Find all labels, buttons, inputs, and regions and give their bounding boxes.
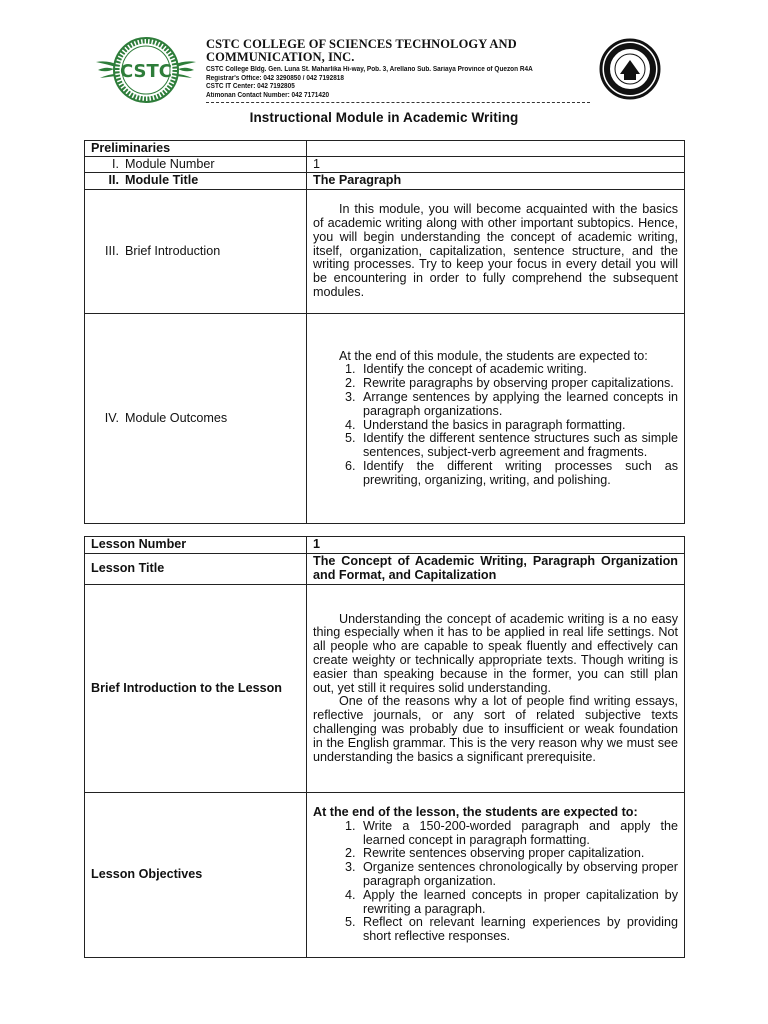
lesson-table bbox=[84, 536, 685, 958]
atimonan-contact: Atimonan Contact Number: 042 7171420 bbox=[206, 91, 330, 99]
numeral-iv: IV. bbox=[104, 410, 119, 425]
college-name-line1: CSTC COLLEGE OF SCIENCES TECHNOLOGY AND bbox=[206, 37, 517, 51]
module-title-value: The Paragraph bbox=[307, 173, 685, 190]
list-item: 5. Identify the different sentence structures such as simple sentences, subject-verb agreement and fragments. bbox=[359, 432, 678, 460]
lesson-number-label: Lesson Number bbox=[85, 537, 307, 554]
objectives-list bbox=[359, 820, 678, 944]
lesson-number-value: 1 bbox=[307, 537, 685, 554]
list-item: 5. Reflect on relevant learning experiences by providing short reflective responses. bbox=[359, 916, 678, 944]
header-divider bbox=[206, 102, 590, 103]
lesson-objectives-row bbox=[85, 793, 685, 958]
lesson-intro-row bbox=[85, 585, 685, 793]
list-item: 4. Apply the learned concepts in proper capitalization by rewriting a paragraph. bbox=[359, 889, 678, 917]
numeral-i: I. bbox=[112, 156, 119, 171]
module-number-row bbox=[85, 157, 685, 173]
outcomes-intro: At the end of this module, the students are expected to: bbox=[339, 348, 648, 363]
list-item: 2. Rewrite sentences observing proper capitalization. bbox=[359, 847, 678, 861]
module-title-label: Module Title bbox=[125, 173, 199, 188]
list-item: 1. Write a 150-200-worded paragraph and apply the learned concept in paragraph formatting. bbox=[359, 820, 678, 848]
module-number-value: 1 bbox=[307, 157, 685, 173]
logo-text: CSTC bbox=[120, 61, 172, 82]
module-table bbox=[84, 140, 685, 524]
lesson-intro-label: Brief Introduction to the Lesson bbox=[85, 585, 307, 793]
list-item: 4. Understand the basics in paragraph formatting. bbox=[359, 419, 678, 433]
brief-introduction-row bbox=[85, 190, 685, 314]
brief-introduction-label: Brief Introduction bbox=[125, 243, 221, 258]
college-address: CSTC College Bldg. Gen. Luna St. Maharlika Hi-way, Pob. 3, Arellano Sub. Sariaya Province of Quezon R4A bbox=[206, 66, 533, 73]
registrar-contact: Registrar's Office: 042 3290850 / 042 7192818 bbox=[206, 74, 344, 82]
list-item: 6. Identify the different writing processes such as prewriting, organizing, writing, and polishing. bbox=[359, 460, 678, 488]
lesson-title-value: The Concept of Academic Writing, Paragraph Organization and Format, and Capitalization bbox=[307, 554, 685, 585]
module-title-row bbox=[85, 173, 685, 190]
lesson-title-label: Lesson Title bbox=[85, 554, 307, 585]
module-number-label: Module Number bbox=[125, 156, 215, 171]
brief-introduction-text: In this module, you will become acquainted with the basics of academic writing along with other important subtopics. Hence, you will begin understanding the concept of academic writing, itself, organization, capitalization, sentence structure, and the writing processes. Try to keep your focus in every detail you will be encountering in order to fully comprehend the subsequent modules. bbox=[313, 202, 678, 299]
list-item: 3. Organize sentences chronologically by observing proper paragraph organization. bbox=[359, 861, 678, 889]
numeral-ii: II. bbox=[108, 173, 119, 188]
lesson-intro-paragraph-1: Understanding the concept of academic writing is a no easy thing especially when it has to be applied in real life settings. Not all people who are capable to speak fluently and effectively can create weighty or technically appropriate texts. Though writing is easier than speaking because in the former, you can still plan out, yet still it requires solid understanding. bbox=[313, 611, 678, 695]
document-title: Instructional Module in Academic Writing bbox=[249, 110, 519, 125]
cstc-logo-icon bbox=[94, 36, 198, 104]
teacher-seal-icon bbox=[594, 38, 666, 100]
lesson-title-row bbox=[85, 554, 685, 585]
objectives-intro: At the end of the lesson, the students are expected to: bbox=[313, 805, 638, 820]
outcomes-list bbox=[359, 363, 678, 487]
header-text-block bbox=[206, 38, 586, 100]
module-outcomes-row bbox=[85, 314, 685, 524]
preliminaries-label: Preliminaries bbox=[85, 141, 307, 157]
college-name-line2: COMMUNICATION, INC. bbox=[206, 50, 355, 64]
module-outcomes-label: Module Outcomes bbox=[125, 410, 228, 425]
document-header bbox=[0, 0, 768, 110]
list-item: 3. Arrange sentences by applying the learned concepts in paragraph organizations. bbox=[359, 391, 678, 419]
numeral-iii: III. bbox=[105, 243, 119, 258]
lesson-intro-paragraph-2: One of the reasons why a lot of people find writing essays, reflective journals, or any sort of related subjective texts challenging was probably due to insufficient or weak foundation in the English grammar. This is the very reason why we must see understanding the basics a significant prerequisite. bbox=[313, 694, 678, 764]
list-item: 1. Identify the concept of academic writing. bbox=[359, 363, 678, 377]
lesson-objectives-label: Lesson Objectives bbox=[85, 793, 307, 958]
lesson-number-row bbox=[85, 537, 685, 554]
list-item: 2. Rewrite paragraphs by observing proper capitalizations. bbox=[359, 377, 678, 391]
it-center-contact: CSTC IT Center: 042 7192805 bbox=[206, 83, 295, 91]
preliminaries-row bbox=[85, 141, 685, 157]
